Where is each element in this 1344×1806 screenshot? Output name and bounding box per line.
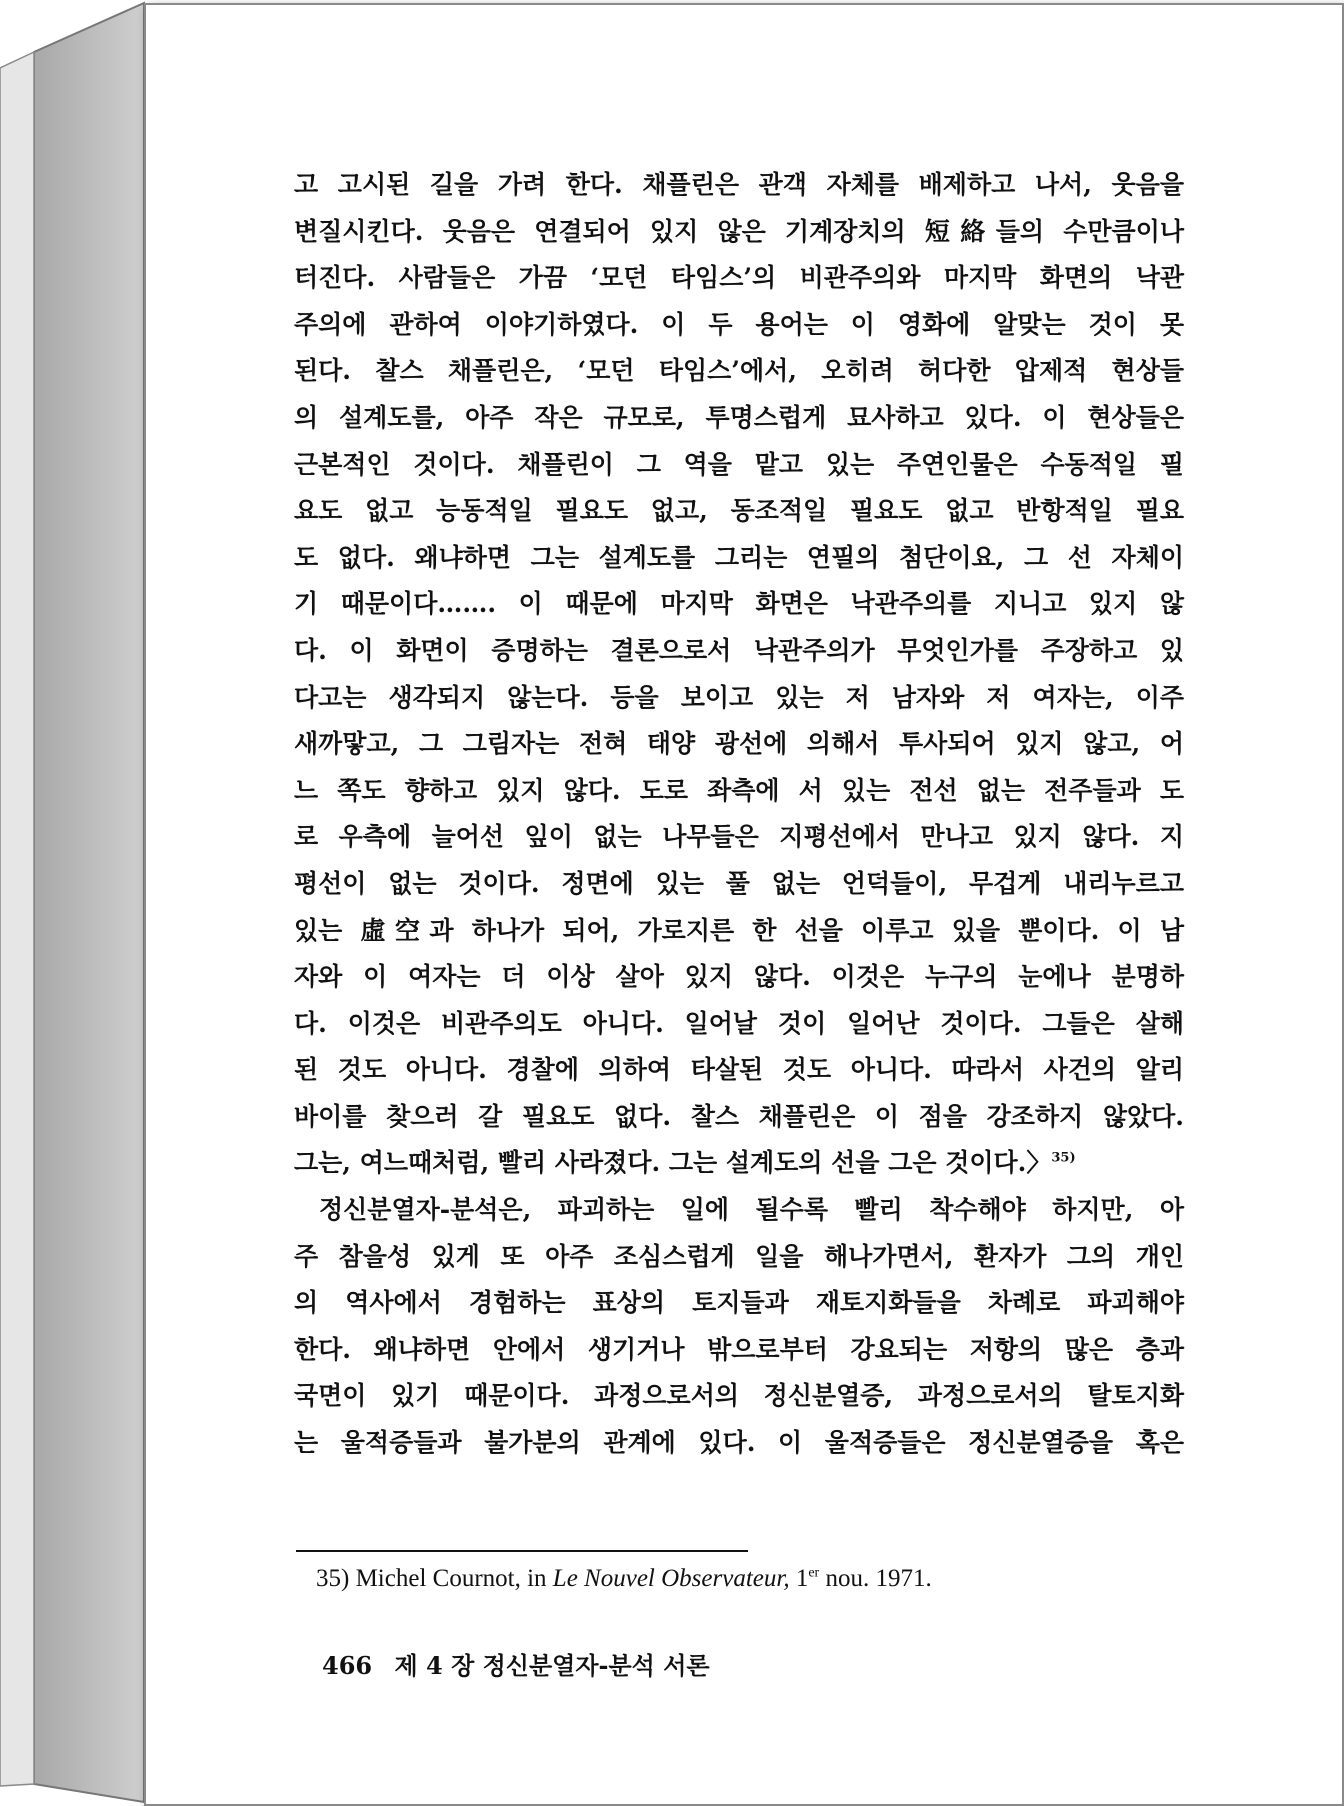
text-line: 국면이 있기 때문이다. 과정으로서의 정신분열증, 과정으로서의 탈토지화 bbox=[294, 1381, 1184, 1411]
running-footer bbox=[322, 1646, 710, 1681]
text-line: 도 없다. 왜냐하면 그는 설계도를 그리는 연필의 첨단이요, 그 선 자체이 bbox=[294, 542, 1184, 572]
text-line: 의 설계도를, 아주 작은 규모로, 투명스럽게 묘사하고 있다. 이 현상들은 bbox=[294, 402, 1184, 432]
text-line: 요도 없고 능동적일 필요도 없고, 동조적일 필요도 없고 반항적일 필요 bbox=[294, 496, 1184, 526]
text-line: 변질시킨다. 웃음은 연결되어 있지 않은 기계장치의 短絡들의 수만큼이나 bbox=[294, 216, 1184, 246]
body-text bbox=[294, 162, 1184, 1467]
text-line: 주의에 관하여 이야기하였다. 이 두 용어는 이 영화에 알맞는 것이 못 bbox=[294, 309, 1184, 339]
footnote-author: Michel Cournot, in bbox=[355, 1565, 547, 1592]
note-reference: 35) bbox=[1051, 1151, 1076, 1167]
text-line: 기 때문이다……. 이 때문에 마지막 화면은 낙관주의를 지니고 있지 않 bbox=[294, 589, 1184, 619]
text-line: 그는, 여느때처럼, 빨리 사라졌다. 그는 설계도의 선을 그은 것이다.〉$^{35)}$ bbox=[294, 1148, 1076, 1178]
chapter-title: 제 4 장 정신분열자-분석 서론 bbox=[394, 1651, 710, 1680]
text-line: 자와 이 여자는 더 이상 살아 있지 않다. 이것은 누구의 눈에나 분명하 bbox=[294, 962, 1184, 992]
text-line: 고 고시된 길을 가려 한다. 채플린은 관객 자체를 배제하고 나서, 웃음을 bbox=[294, 170, 1184, 199]
footnote-date: nou. 1971. bbox=[825, 1565, 932, 1592]
text-line: 바이를 찾으러 갈 필요도 없다. 찰스 채플린은 이 점을 강조하지 않았다. bbox=[294, 1101, 1184, 1131]
book-spine-side bbox=[0, 0, 150, 1806]
text-line: 평선이 없는 것이다. 정면에 있는 풀 없는 언덕들이, 무겁게 내리누르고 bbox=[294, 868, 1184, 898]
footnote-rule bbox=[296, 1550, 748, 1552]
text-line: 느 쪽도 향하고 있지 않다. 도로 좌측에 서 있는 전선 없는 전주들과 도 bbox=[294, 775, 1184, 805]
text-line: 터진다. 사람들은 가끔 ‘모던 타임스’의 비관주의와 마지막 화면의 낙관 bbox=[294, 263, 1184, 293]
footnote bbox=[316, 1565, 932, 1593]
text-line: 주 참을성 있게 또 아주 조심스럽게 일을 해나가면서, 환자가 그의 개인 bbox=[294, 1241, 1184, 1271]
text-line: 된 것도 아니다. 경찰에 의하여 타살된 것도 아니다. 따라서 사건의 알리 bbox=[294, 1055, 1184, 1085]
text-line: 새까맣고, 그 그림자는 전혀 태양 광선에 의해서 투사되어 있지 않고, 어 bbox=[294, 729, 1184, 759]
footnote-journal: Le Nouvel Observateur, bbox=[552, 1565, 790, 1592]
text-line: 의 역사에서 경험하는 표상의 토지들과 재토지화들을 차례로 파괴해야 bbox=[294, 1288, 1184, 1318]
text-line: 한다. 왜냐하면 안에서 생기거나 밖으로부터 강요되는 저항의 많은 층과 bbox=[294, 1334, 1184, 1364]
text-line: 있는 虛空과 하나가 되어, 가로지른 한 선을 이루고 있을 뿐이다. 이 남 bbox=[294, 915, 1184, 945]
footnote-day: 1 bbox=[795, 1565, 809, 1592]
text-line: 근본적인 것이다. 채플린이 그 역을 맡고 있는 주연인물은 수동적일 필 bbox=[294, 449, 1184, 479]
text-line: 다고는 생각되지 않는다. 등을 보이고 있는 저 남자와 저 여자는, 이주 bbox=[294, 682, 1184, 712]
book-page bbox=[144, 3, 1344, 1806]
text-line: 다. 이 화면이 증명하는 결론으로서 낙관주의가 무엇인가를 주장하고 있 bbox=[294, 635, 1184, 665]
text-line: 된다. 찰스 채플린은, ‘모던 타임스’에서, 오히려 허다한 압제적 현상들 bbox=[294, 356, 1184, 386]
text-line: 로 우측에 늘어선 잎이 없는 나무들은 지평선에서 만나고 있지 않다. 지 bbox=[294, 822, 1184, 852]
text-line: 다. 이것은 비관주의도 아니다. 일어날 것이 일어난 것이다. 그들은 살해 bbox=[294, 1008, 1184, 1038]
text-line: 는 울적증들과 불가분의 관계에 있다. 이 울적증들은 정신분열증을 혹은 bbox=[294, 1428, 1184, 1458]
text-line: 정신분열자-분석은, 파괴하는 일에 될수록 빨리 착수해야 하지만, 아 bbox=[319, 1195, 1184, 1225]
footnote-day-sup: er bbox=[808, 1565, 820, 1581]
footnote-number: 35) bbox=[316, 1565, 350, 1592]
page-number: 466 bbox=[322, 1651, 373, 1680]
